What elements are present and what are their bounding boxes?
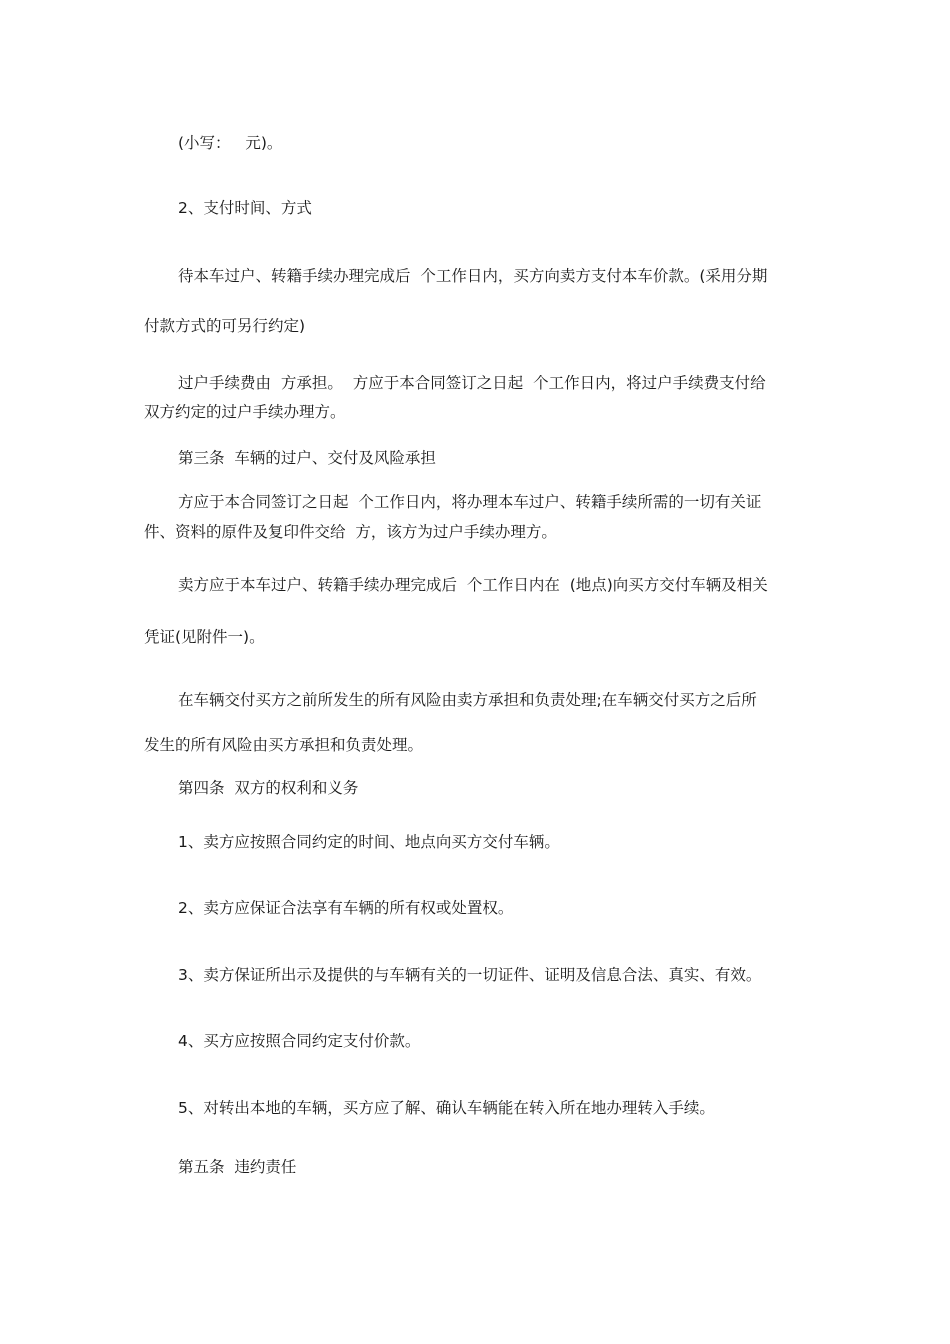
paragraph-line: 方应于本合同签订之日起 个工作日内，将办理本车过户、转籍手续所需的一切有关证 bbox=[178, 493, 762, 511]
list-item: 4、买方应按照合同约定支付价款。 bbox=[178, 1032, 421, 1050]
paragraph-line: 在车辆交付买方之前所发生的所有风险由卖方承担和负责处理;在车辆交付买方之后所 bbox=[178, 691, 757, 709]
paragraph-line: 双方约定的过户手续办理方。 bbox=[144, 403, 346, 421]
list-item: 2、卖方应保证合法享有车辆的所有权或处置权。 bbox=[178, 899, 514, 917]
paragraph-line: 过户手续费由 方承担。 方应于本合同签订之日起 个工作日内，将过户手续费支付给 bbox=[178, 374, 766, 392]
paragraph-line: 付款方式的可另行约定) bbox=[144, 317, 306, 335]
paragraph-line: (小写： 元)。 bbox=[178, 134, 283, 152]
paragraph-line: 件、资料的原件及复印件交给 方，该方为过户手续办理方。 bbox=[144, 523, 557, 541]
paragraph-line: 发生的所有风险由买方承担和负责处理。 bbox=[144, 736, 424, 754]
list-item: 5、对转出本地的车辆，买方应了解、确认车辆能在转入所在地办理转入手续。 bbox=[178, 1099, 715, 1117]
section-heading: 第四条 双方的权利和义务 bbox=[178, 779, 359, 797]
paragraph-line: 凭证(见附件一)。 bbox=[144, 628, 265, 646]
list-item: 1、卖方应按照合同约定的时间、地点向买方交付车辆。 bbox=[178, 833, 560, 851]
paragraph-line: 2、支付时间、方式 bbox=[178, 199, 312, 217]
section-heading: 第三条 车辆的过户、交付及风险承担 bbox=[178, 449, 436, 467]
section-heading: 第五条 违约责任 bbox=[178, 1158, 297, 1176]
list-item: 3、卖方保证所出示及提供的与车辆有关的一切证件、证明及信息合法、真实、有效。 bbox=[178, 966, 762, 984]
paragraph-line: 待本车过户、转籍手续办理完成后 个工作日内，买方向卖方支付本车价款。(采用分期 bbox=[178, 267, 768, 285]
paragraph-line: 卖方应于本车过户、转籍手续办理完成后 个工作日内在 (地点)向买方交付车辆及相关 bbox=[178, 576, 768, 594]
